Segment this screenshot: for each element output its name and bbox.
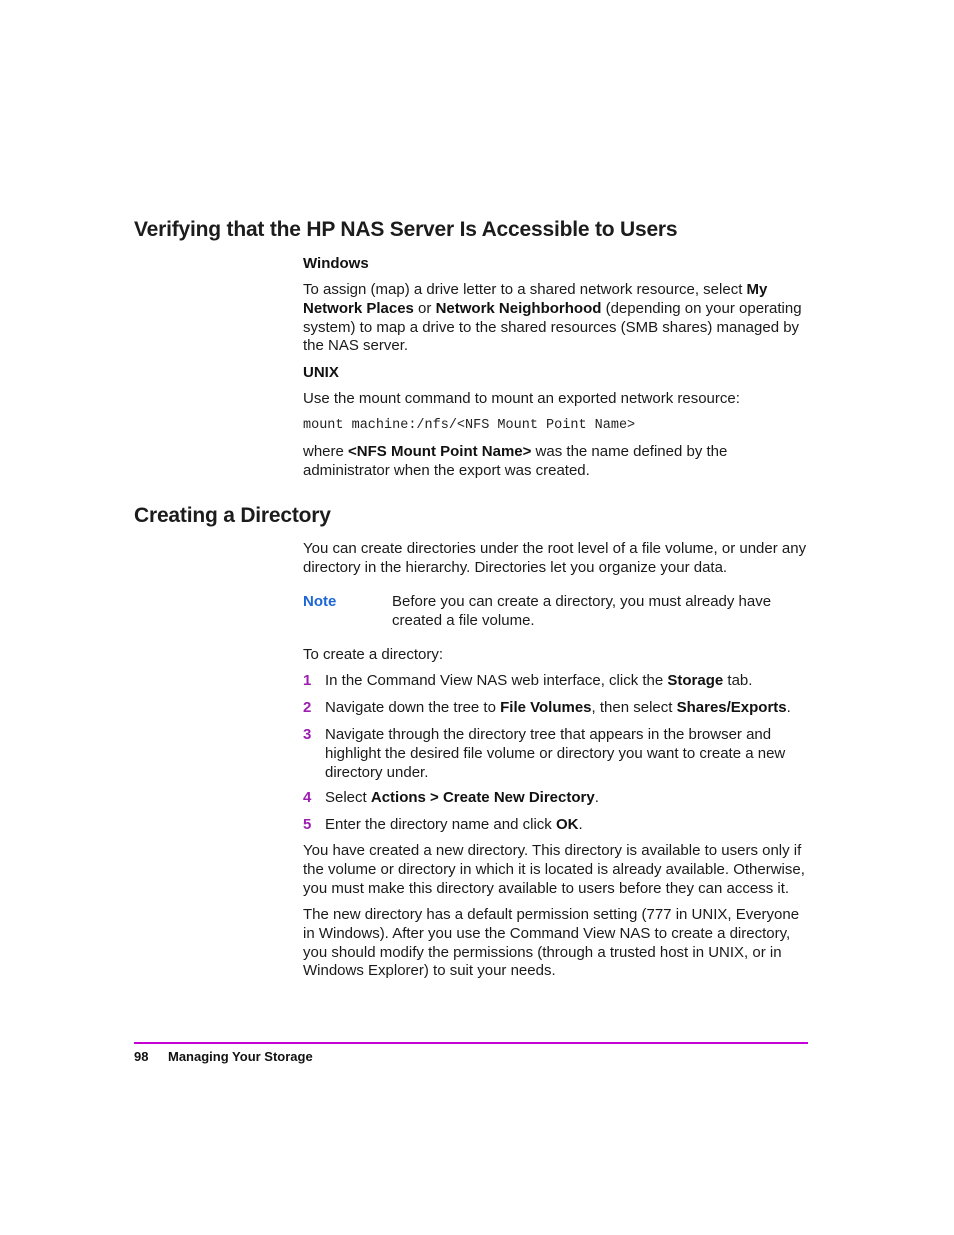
step-text: In the Command View NAS web interface, click the Storage tab. (325, 672, 753, 689)
footer-chapter-title: Managing Your Storage (168, 1049, 313, 1064)
section-heading-creating-directory: Creating a Directory (134, 504, 331, 527)
step-number: 4 (303, 789, 312, 806)
step-text: Navigate through the directory tree that appears in the browser and highlight the desired file volume or directory you want to create a new directory under. (325, 726, 786, 781)
windows-subheading: Windows (303, 255, 369, 272)
step-number: 3 (303, 726, 312, 743)
unix-paragraph: Use the mount command to mount an exported network resource: (303, 390, 740, 407)
unix-subheading: UNIX (303, 364, 339, 381)
availability-paragraph: You have created a new directory. This directory is available to users only if the volume or directory in which it is located is already available. Otherwise, you must make this directory available to users before they can access it. (303, 842, 805, 897)
windows-paragraph: To assign (map) a drive letter to a shared network resource, select My Network Places or Network Neighborhood (depending on your operating system) to map a drive to the shared resources (SMB shares) managed by the NAS server. (303, 281, 802, 355)
mount-command-code: mount machine:/nfs/<NFS Mount Point Name> (303, 418, 636, 433)
step-number: 5 (303, 816, 312, 833)
footer-rule (134, 1042, 808, 1044)
section-heading-verifying: Verifying that the HP NAS Server Is Accessible to Users (134, 218, 678, 241)
step-number: 1 (303, 672, 312, 689)
step-text: Navigate down the tree to File Volumes, then select Shares/Exports. (325, 699, 791, 716)
permissions-paragraph: The new directory has a default permission setting (777 in UNIX, Everyone in Windows). After you use the Command View NAS to create a directory, you should modify the permissions (through a trusted host in UNIX, or in Windows Explorer) to suit your needs. (303, 906, 800, 980)
where-paragraph: where <NFS Mount Point Name> was the name defined by the administrator when the export was created. (303, 443, 728, 479)
step-number: 2 (303, 699, 312, 716)
lead-paragraph: To create a directory: (303, 646, 444, 663)
note-label: Note (303, 593, 337, 610)
step-text: Enter the directory name and click OK. (325, 816, 583, 833)
intro-paragraph: You can create directories under the root level of a file volume, or under any directory in the hierarchy. Directories let you organize your data. (303, 540, 807, 576)
page-number: 98 (134, 1049, 149, 1064)
step-text: Select Actions > Create New Directory. (325, 789, 599, 806)
note-text: Before you can create a directory, you must already have created a file volume. (392, 593, 772, 629)
